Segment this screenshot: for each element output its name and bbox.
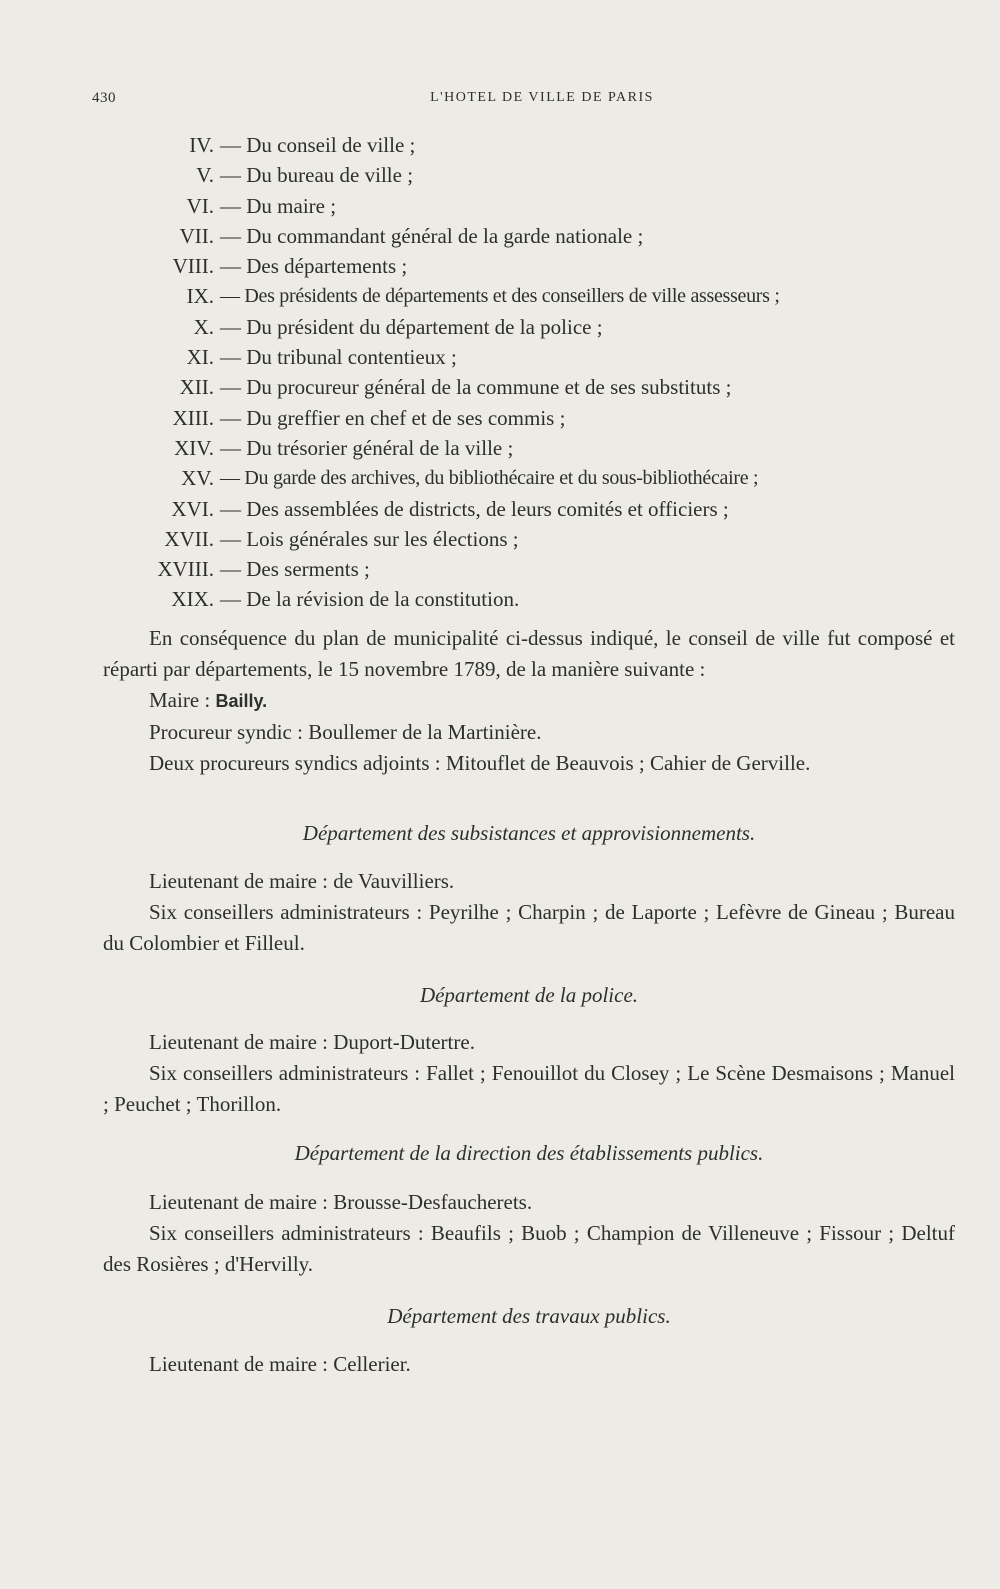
lieutenant-line: Lieutenant de maire : de Vauvilliers. [149,869,455,893]
list-item [0,554,1000,584]
item-text: — Du trésorier général de la ville ; [220,435,514,460]
list-item [0,433,1000,463]
list-item [0,342,1000,372]
item-number: V. [196,163,214,188]
item-text: — Lois générales sur les élections ; [220,526,519,551]
conseillers-paragraph: Six conseillers administrateurs : Beaufils ; Buob ; Champion de Villeneuve ; Fissour ; Deltuf des Rosières ; d'Hervilly. [103,1221,955,1276]
item-number: XIX. [171,587,214,612]
section-heading-police: Département de la police. [419,983,639,1007]
section-subsistances [103,866,955,959]
item-text: — Du bureau de ville ; [220,163,414,188]
list-item [0,494,1000,524]
list-item [0,312,1000,342]
chapter-list [0,130,1000,615]
item-number: VIII. [172,254,214,279]
running-head [92,90,952,112]
section-police [103,1027,955,1120]
section-heading-etablissements: Département de la direction des établissements publics. [294,1141,764,1165]
item-text: — Du conseil de ville ; [220,133,416,157]
item-number: VI. [186,193,214,218]
maire-line [103,685,955,717]
item-text: — Du garde des archives, du bibliothécaire et du sous-bibliothécaire ; [220,467,759,490]
item-text: — Du greffier en chef et de ses commis ; [220,405,566,430]
section-heading-travaux: Département des travaux publics. [387,1304,671,1328]
item-number: XVII. [164,526,214,551]
item-number: XVI. [171,496,214,521]
list-item [0,524,1000,554]
item-text: — Des départements ; [220,254,408,279]
lieutenant-line: Lieutenant de maire : Cellerier. [149,1352,411,1376]
item-text: — Des serments ; [220,557,370,582]
list-item [0,584,1000,614]
list-item [0,191,1000,221]
item-number: X. [193,314,214,339]
intro-block [103,623,955,779]
item-text: — Du tribunal contentieux ; [220,345,457,370]
item-number: XI. [186,345,214,370]
section-heading-subsistances: Département des subsistances et approvisionnements. [302,821,756,845]
item-number: XII. [179,375,214,400]
list-item [0,221,1000,251]
conseillers-paragraph: Six conseillers administrateurs : Peyrilhe ; Charpin ; de Laporte ; Lefèvre de Gineau ; Bureau du Colombier et Filleul. [103,900,955,955]
item-number: IX. [186,284,214,309]
item-text: — Du commandant général de la garde nationale ; [220,223,644,248]
item-number: XVIII. [157,557,214,582]
intro-paragraph: En conséquence du plan de municipalité ci-dessus indiqué, le conseil de ville fut composé et réparti par départements, le 15 novembre 1789, de la manière suivante : [103,626,955,681]
list-item [0,281,1000,311]
section-travaux [103,1349,955,1380]
item-number: XIII. [172,405,214,430]
list-item [0,463,1000,493]
list-item [0,130,1000,160]
section-etablissements [103,1187,955,1280]
item-text: — De la révision de la constitution. [220,587,520,612]
maire-name: Bailly. [215,691,268,711]
item-text: — Des assemblées de districts, de leurs comités et officiers ; [220,496,729,521]
item-text: — Du président du département de la police ; [220,314,603,339]
item-number: XIV. [174,435,214,460]
item-text: — Du procureur général de la commune et de ses substituts ; [220,375,732,400]
maire-label: Maire : [149,688,216,712]
item-number: XV. [181,466,214,491]
lieutenant-line: Lieutenant de maire : Brousse-Desfaucherets. [149,1190,533,1214]
list-item [0,372,1000,402]
item-number: VII. [179,223,214,248]
procureur-line: Procureur syndic : Boullemer de la Martinière. [149,720,542,744]
list-item [0,160,1000,190]
running-title: L'HOTEL DE VILLE DE PARIS [430,90,654,105]
item-number: IV. [189,133,214,157]
conseillers-paragraph: Six conseillers administrateurs : Fallet ; Fenouillot du Closey ; Le Scène Desmaisons ; Manuel ; Peuchet ; Thorillon. [103,1061,955,1116]
item-text: — Des présidents de départements et des conseillers de ville assesseurs ; [220,285,780,308]
list-item [0,251,1000,281]
page-number: 430 [92,90,116,106]
item-text: — Du maire ; [220,193,337,218]
list-item [0,403,1000,433]
adjoints-line: Deux procureurs syndics adjoints : Mitouflet de Beauvois ; Cahier de Gerville. [149,751,811,775]
lieutenant-line: Lieutenant de maire : Duport-Dutertre. [149,1030,475,1054]
